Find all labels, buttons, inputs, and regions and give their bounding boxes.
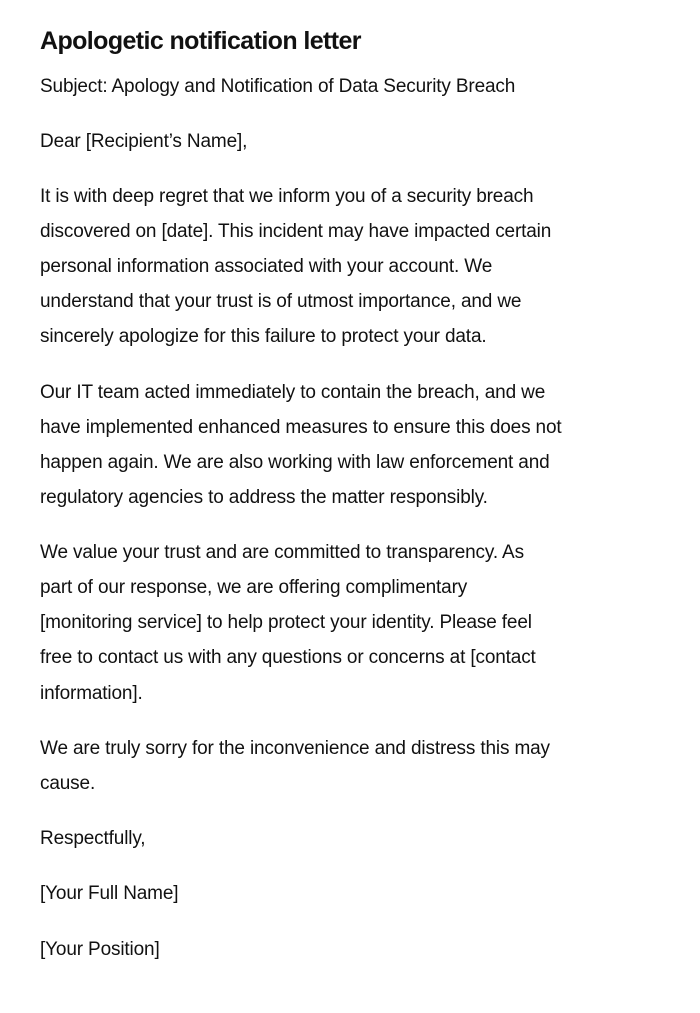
document-title: Apologetic notification letter bbox=[40, 27, 361, 55]
salutation: Dear [Recipient’s Name], bbox=[40, 131, 248, 152]
paragraph-line: [monitoring service] to help protect your identity. Please feel bbox=[40, 612, 532, 633]
signature-name: [Your Full Name] bbox=[40, 883, 179, 904]
paragraph-line: We are truly sorry for the inconvenience and distress this may bbox=[40, 738, 550, 759]
closing: Respectfully, bbox=[40, 828, 146, 849]
paragraph-line: We value your trust and are committed to transparency. As bbox=[40, 542, 524, 563]
paragraph-line: discovered on [date]. This incident may have impacted certain bbox=[40, 221, 552, 242]
subject-line: Subject: Apology and Notification of Data Security Breach bbox=[40, 76, 516, 97]
paragraph-line: part of our response, we are offering complimentary bbox=[40, 577, 468, 598]
paragraph-line: have implemented enhanced measures to ensure this does not bbox=[40, 417, 562, 438]
paragraph-line: Our IT team acted immediately to contain the breach, and we bbox=[40, 382, 546, 403]
paragraph-line: cause. bbox=[40, 773, 96, 794]
paragraph-line: understand that your trust is of utmost importance, and we bbox=[40, 291, 522, 312]
signature-position: [Your Position] bbox=[40, 939, 160, 960]
paragraph-line: sincerely apologize for this failure to protect your data. bbox=[40, 326, 487, 347]
paragraph-line: personal information associated with your account. We bbox=[40, 256, 493, 277]
paragraph-line: regulatory agencies to address the matter responsibly. bbox=[40, 487, 488, 508]
paragraph-line: information]. bbox=[40, 683, 143, 704]
paragraph-line: free to contact us with any questions or concerns at [contact bbox=[40, 647, 536, 668]
paragraph-line: happen again. We are also working with law enforcement and bbox=[40, 452, 550, 473]
paragraph-line: It is with deep regret that we inform you of a security breach bbox=[40, 186, 534, 207]
